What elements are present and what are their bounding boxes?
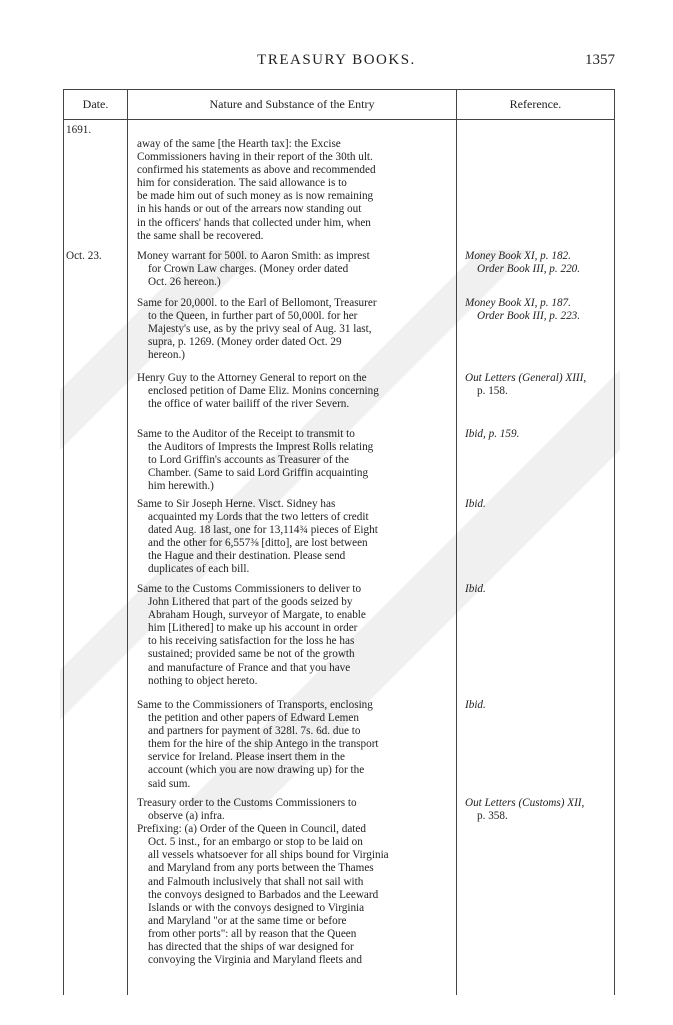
entry-reference: Out Letters (General) XIII, p. 158. [465, 372, 587, 398]
table-left-rule [63, 89, 64, 995]
entry-reference: Ibid. [465, 583, 486, 595]
page-header [0, 50, 673, 72]
column-header-reference: Reference. [509, 97, 562, 111]
entry-text: Treasury order to the Customs Commissioners to observe (a) infra. Prefixing: (a) Order of the Queen in Council, dated Oct. 5 inst., for an embargo or stop to be laid on all vessels whatsoever for all ships bound for Virginia and Maryland from any ports between the Thames and Falmouth inclusively that shall not sail with the convoys designed to Barbados and the Leeward Islands or with the convoys designed to Virginia and Maryland "or at the same time or before from other ports": all by reason that the Queen has directed that the ships of war designed for convoying the Virginia and Maryland fleets and [137, 797, 389, 967]
entry-date: Oct. 23. [66, 250, 102, 262]
entry-reference: Ibid. [465, 699, 486, 711]
entry-date: 1691. [66, 124, 92, 136]
page-number: 1357 [585, 52, 615, 68]
entry-text: Same for 20,000l. to the Earl of Bellomont, Treasurer to the Queen, in further part of 50,000l. for her Majesty's use, as by the privy seal of Aug. 31 last, supra, p. 1269. (Money order dated Oct. 29 hereon.) [137, 297, 377, 362]
entry-reference: Ibid. [465, 498, 486, 510]
column-header-date: Date. [82, 97, 109, 111]
entry-text: Same to the Customs Commissioners to deliver to John Lithered that part of the goods seized by Abraham Hough, surveyor of Margate, to enable him [Lithered] to make up his account in order to his receiving satisfaction for the loss he has sustained; provided same be not of the growth and manufacture of France and that you have nothing to object hereto. [137, 583, 366, 687]
entry-reference: Money Book XI, p. 187. Order Book III, p. 223. [465, 297, 581, 323]
running-title: TREASURY BOOKS. [257, 52, 416, 68]
entry-text: Same to the Auditor of the Receipt to transmit to the Auditors of Imprests the Imprest Rolls relating to Lord Griffin's accounts as Treasurer of the Chamber. (Same to said Lord Griffin acquainting him herewith.) [137, 428, 374, 493]
entry-reference: Ibid, p. 159. [465, 428, 520, 440]
entry-text: Henry Guy to the Attorney General to report on the enclosed petition of Dame Eliz. Monins concerning the office of water bailiff of the river Severn. [137, 372, 379, 411]
date-column-rule [127, 89, 128, 995]
entry-text: Same to Sir Joseph Herne. Visct. Sidney has acquainted my Lords that the two letters of credit dated Aug. 18 last, one for 13,114¾ pieces of Eight and the other for 6,557⅜ [ditto], are lost between the Hague and their destination. Please send duplicates of each bill. [137, 498, 378, 576]
column-header-nature: Nature and Substance of the Entry [209, 97, 375, 111]
reference-column-rule [456, 89, 457, 995]
table-top-rule [63, 89, 614, 90]
entry-reference: Out Letters (Customs) XII, p. 358. [465, 797, 585, 823]
entry-reference: Money Book XI, p. 182. Order Book III, p. 220. [465, 250, 581, 276]
table-head-rule [63, 119, 614, 120]
entry-text: Same to the Commissioners of Transports, enclosing the petition and other papers of Edward Lemen and partners for payment of 328l. 7s. 6d. due to them for the hire of the ship Antego in the transport service for Ireland. Please insert them in the account (which you are now drawing up) for the said sum. [137, 699, 379, 790]
table-right-rule [614, 89, 615, 995]
entry-text: Money warrant for 500l. to Aaron Smith: as imprest for Crown Law charges. (Money order dated Oct. 26 hereon.) [137, 250, 370, 289]
entry-text: away of the same [the Hearth tax]: the Excise Commissioners having in their report of the 30th ult. confirmed his statements as above and recommended him for consideration. The said allowance is to be made him out of such money as is now remaining in his hands or out of the arrears now standing out in the officers' hands that collected under him, when the same shall be recovered. [137, 138, 376, 242]
